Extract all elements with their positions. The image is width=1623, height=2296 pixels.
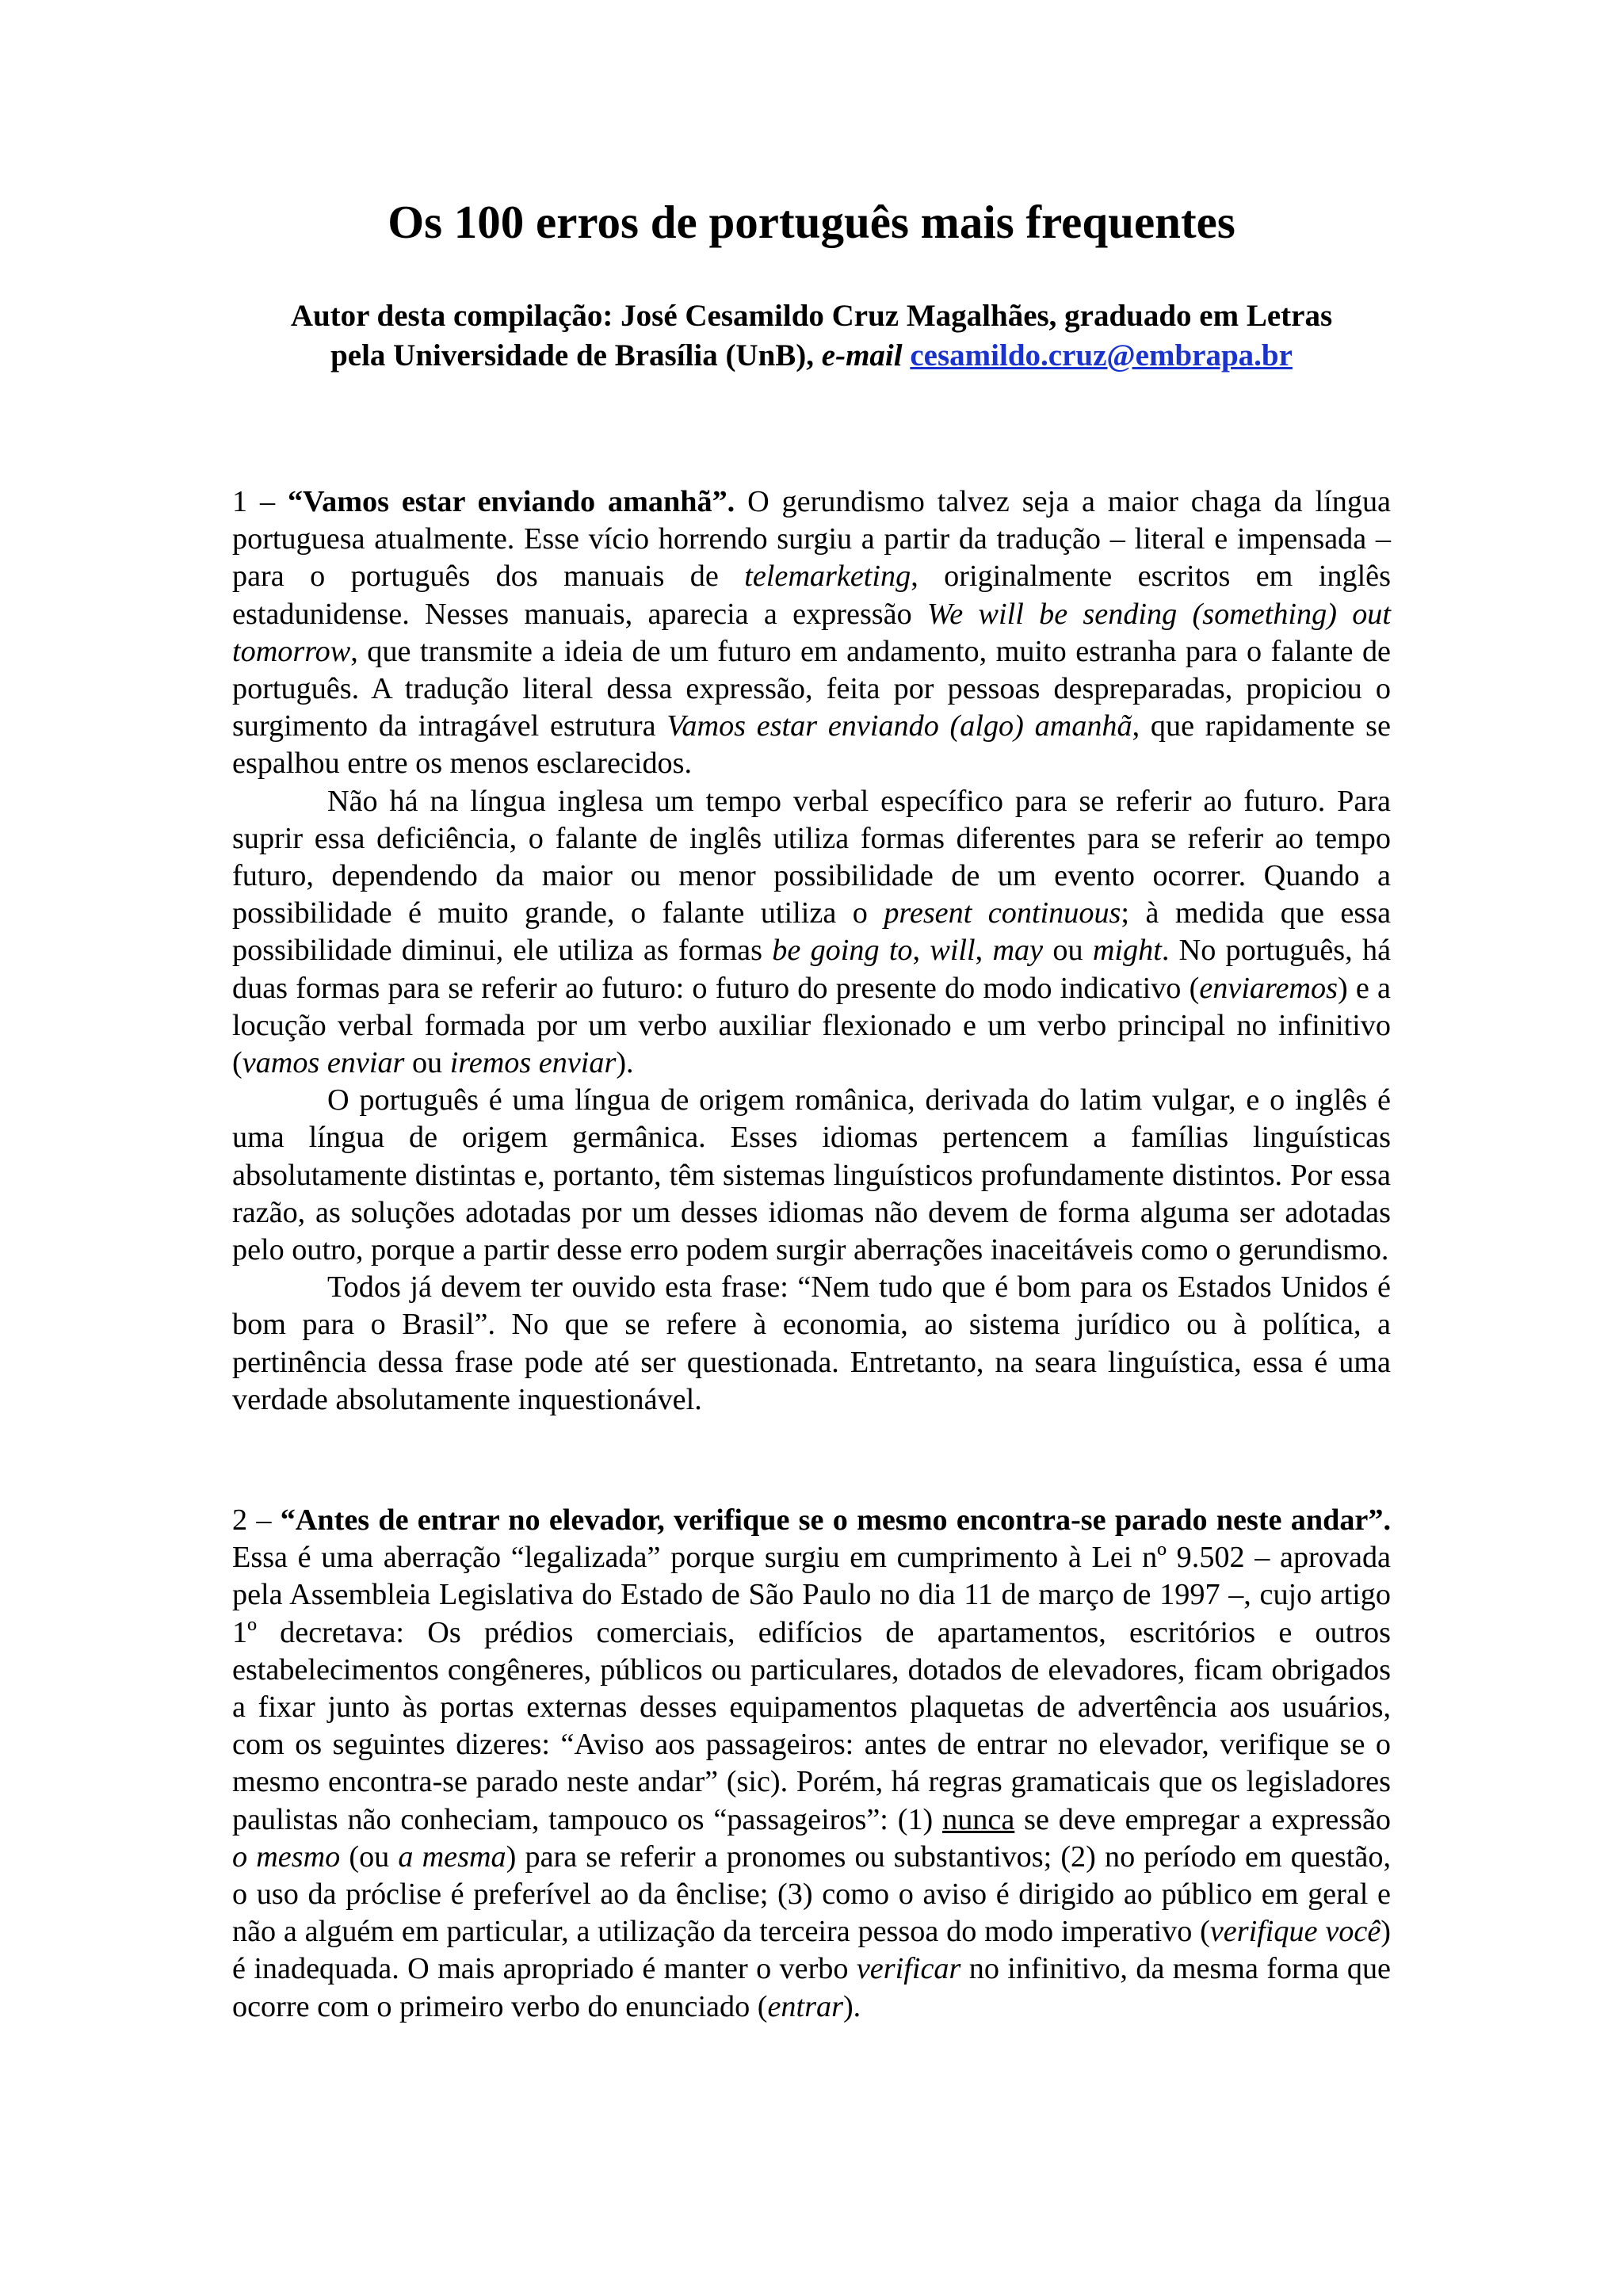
text-run: Essa é uma aberração “legalizada” porque surgiu em cumprimento à Lei nº 9.502 – aprovada pela Assembleia Legislativa do Estado de São Paulo no dia 11 de março de 1997 –, cujo artigo 1º decretava: Os prédios comerciais, edifícios de apartamentos, escritórios e outros estabelecimentos congêneres, públicos ou particulares, dotados de elevadores, ficam obrigados a fixar junto às portas externas desses equipamentos plaquetas de advertência aos usuários, com os seguintes dizeres: “Aviso aos passageiros: antes de entrar no elevador, verifique se o mesmo encontra-se parado neste andar” (sic). Porém, há regras gramaticais que os legisladores paulistas não conheciam, tampouco os “passageiros”: (1) [232,1541,1391,1836]
text-run: ou [404,1046,450,1080]
text-run: ). [616,1046,634,1080]
italic-run: present continuous [884,896,1121,930]
section-1-paragraph [232,1082,1391,1269]
text-run: ). [842,1989,861,2023]
author-affiliation: pela Universidade de Brasília (UnB), [330,338,822,372]
italic-run: Vamos estar enviando (algo) amanhã [666,709,1132,743]
author-block [198,296,1425,376]
italic-run: iremos enviar [449,1046,617,1080]
text-run: se deve empregar a expressão [1014,1802,1391,1836]
email-link[interactable]: cesamildo.cruz@embrapa.br [910,338,1293,372]
italic-run: verifique você [1209,1915,1381,1949]
document-title: Os 100 erros de português mais frequentes [388,196,1235,248]
text-run: Todos já devem ter ouvido esta frase: “Nem tudo que é bom para os Estados Unidos é bom para o Brasil”. No que se refere à economia, ao sistema jurídico ou à política, a pertinência dessa frase pode até ser questionada. Entretanto, na seara linguística, essa é uma verdade absolutamente inquestionável. [232,1270,1391,1416]
italic-run: o mesmo [232,1839,341,1874]
italic-run: may [992,934,1044,968]
email-label: e-mail [821,338,903,372]
item-heading: “Antes de entrar no elevador, verifique se o mesmo encontra-se parado neste andar”. [280,1503,1392,1537]
italic-run: We will be sending (something) out tomorrow [232,597,1392,668]
text-run: ) para se referir a pronomes ou substantivos; (2) no período em questão, o uso da próclise é preferível ao da ênclise; (3) como o aviso é dirigido ao público em geral e não a alguém em particular, a utilização da terceira pessoa do modo imperativo ( [232,1839,1391,1949]
text-run: , originalmente escritos em inglês estadunidense. Nesses manuais, aparecia a expressão [232,560,1391,631]
item-number: 1 – [232,485,288,518]
section-1-paragraph [232,783,1391,1083]
italic-run: might [1092,934,1162,968]
section-2-paragraph [232,1502,1391,2026]
text-run: O gerundismo talvez seja a maior chaga da língua portuguesa atualmente. Esse vício horrendo surgiu a partir da tradução – literal e impensada – para o português dos manuais de [232,485,1392,594]
item-number: 2 – [232,1503,281,1537]
italic-run: verificar [856,1952,961,1986]
section-1 [232,483,1391,1419]
section-1-paragraph [232,1269,1391,1419]
text-run: , que transmite a ideia de um futuro em andamento, muito estranha para o falante de português. A tradução literal dessa expressão, feita por pessoas despreparadas, propiciou o surgimento da intragável estrutura [232,634,1391,743]
text-run: Não há na língua inglesa um tempo verbal específico para se referir ao futuro. Para suprir essa deficiência, o falante de inglês utiliza formas diferentes para se referir ao tempo futuro, dependendo da maior ou menor possibilidade de um evento ocorrer. Quando a possibilidade é muito grande, o falante utiliza o [232,784,1391,930]
section-1-paragraph [232,483,1391,783]
text-run: (ou [340,1839,399,1874]
italic-run: enviaremos [1199,971,1338,1005]
italic-run: vamos enviar [242,1046,405,1080]
text-run: , [975,934,993,968]
author-line-1: Autor desta compilação: José Cesamildo Cruz Magalhães, graduado em Letras [290,299,1333,333]
author-line-2 [198,336,1425,376]
section-2 [232,1502,1391,2026]
text-run: O português é uma língua de origem românica, derivada do latim vulgar, e o inglês é uma língua de origem germânica. Esses idiomas pertencem a famílias linguísticas absolutamente distintas e, portanto, têm sistemas linguísticos profundamente distintos. Por essa razão, as soluções adotadas por um desses idiomas não devem de forma alguma ser adotadas pelo outro, porque a partir desse erro podem surgir aberrações inaceitáveis como o gerundismo. [232,1083,1391,1267]
text-run: ) e a locução verbal formada por um verbo auxiliar flexionado e um verbo principal no infinitivo ( [232,971,1391,1080]
italic-run: a mesma [398,1839,506,1874]
text-run: , que rapidamente se espalhou entre os menos esclarecidos. [232,709,1391,781]
text-run: ou [1043,934,1093,968]
italic-run: entrar [767,1989,843,2023]
text-run: no infinitivo, da mesma forma que ocorre com o primeiro verbo do enunciado ( [232,1952,1391,2023]
text-run: . No português, há duas formas para se referir ao futuro: o futuro do presente do modo indicativo ( [232,934,1392,1005]
italic-run: telemarketing [744,560,911,594]
underlined-run: nunca [942,1802,1015,1836]
text-run: ; à medida que essa possibilidade diminui, ele utiliza as formas [232,896,1392,968]
italic-run: be going to [772,934,913,968]
item-heading: “Vamos estar enviando amanhã”. [287,485,735,518]
text-run: ) é inadequada. O mais apropriado é manter o verbo [232,1915,1391,1986]
italic-run: will [930,934,976,968]
text-run: , [912,934,930,968]
